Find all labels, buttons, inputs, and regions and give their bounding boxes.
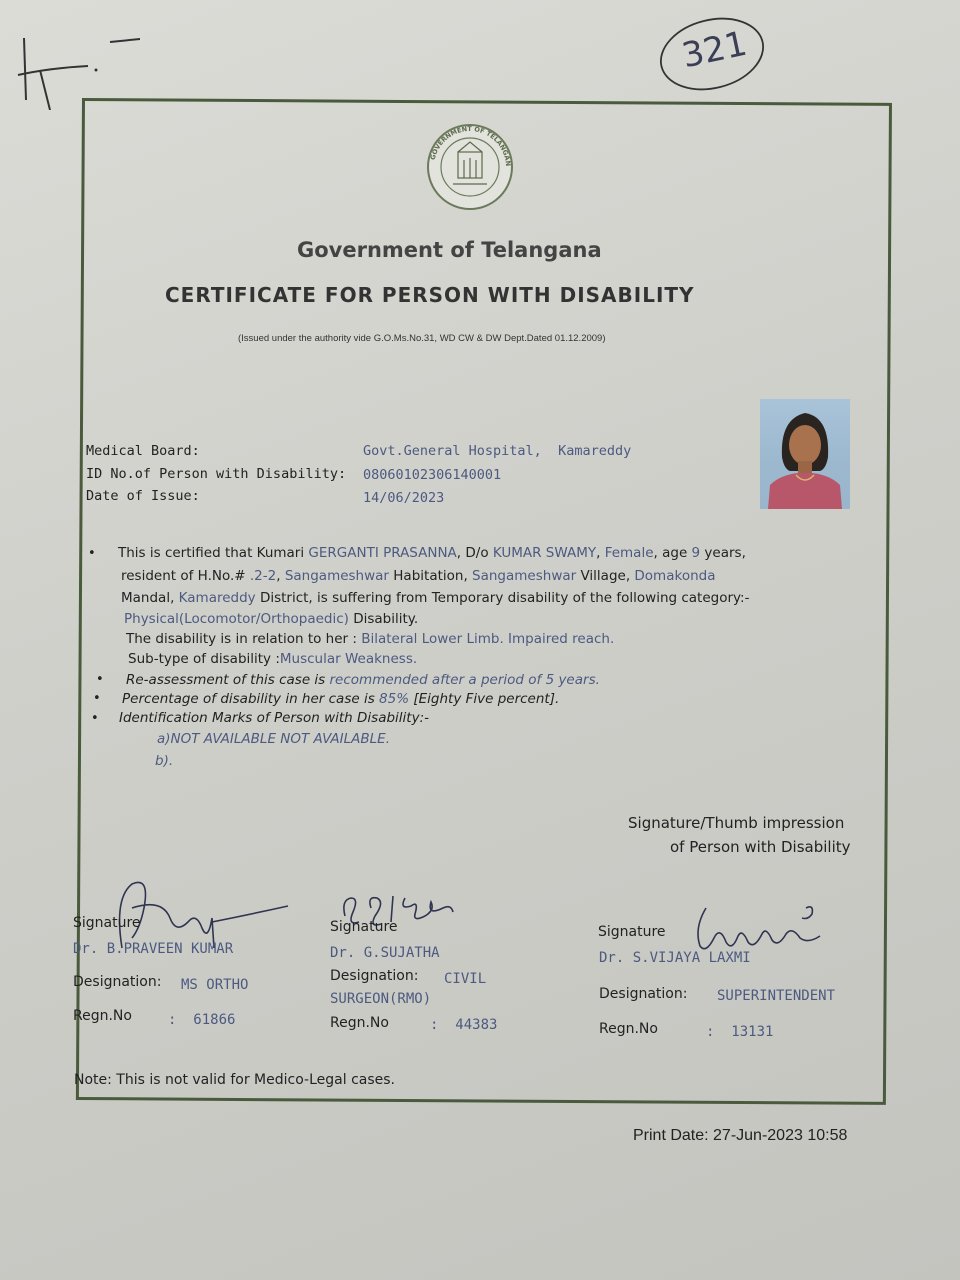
authority-note: (Issued under the authority vide G.O.Ms.No.31, WD CW & DW Dept.Dated 01.12.2009) <box>238 333 606 344</box>
thumb-impression-line-2: of Person with Disability <box>670 838 851 856</box>
signatory-1-regn-value: : 61866 <box>168 1012 236 1028</box>
handwritten-page-number: 321 <box>654 8 774 98</box>
print-date: Print Date: 27-Jun-2023 10:58 <box>633 1127 848 1144</box>
certification-line-5: The disability is in relation to her : Bilateral Lower Limb. Impaired reach. <box>126 631 615 647</box>
signature-2-label: Signature <box>330 919 398 935</box>
certification-line-4: Physical(Locomotor/Orthopaedic) Disability. <box>124 611 419 627</box>
identification-marks-heading: Identification Marks of Person with Disability:- <box>119 710 429 726</box>
svg-text:GOVERNMENT OF TELANGANA: GOVERNMENT OF TELANGAN <box>428 124 513 167</box>
id-label: ID No.of Person with Disability: <box>86 466 347 482</box>
signatory-2-designation-label: Designation: <box>330 968 419 984</box>
gender: Female <box>604 545 654 561</box>
signatory-3-regn-value: : 13131 <box>706 1024 774 1040</box>
reassessment-line: Re-assessment of this case is recommended after a period of 5 years. <box>126 672 600 688</box>
age: 9 <box>691 545 701 561</box>
disability-subtype: Muscular Weakness. <box>279 651 418 667</box>
disability-category: Physical(Locomotor/Orthopaedic) <box>124 611 349 627</box>
signatory-1-designation-label: Designation: <box>73 974 162 990</box>
certification-line-1: This is certified that Kumari GERGANTI PRASANNA, D/o KUMAR SWAMY, Female, age 9 years, <box>118 545 746 561</box>
signatory-2-designation-2: SURGEON(RMO) <box>330 991 432 1007</box>
disability-relation: Bilateral Lower Limb. Impaired reach. <box>361 631 615 647</box>
signature-1-label: Signature <box>73 915 141 931</box>
parent-name: KUMAR SWAMY <box>492 545 597 561</box>
signatory-3-regn-label: Regn.No <box>599 1021 658 1037</box>
disability-percentage: 85% <box>379 691 410 707</box>
bullet: • <box>91 711 99 726</box>
government-heading: Government of Telangana <box>297 238 602 262</box>
bullet: • <box>88 546 96 561</box>
medical-board-value: Govt.General Hospital, Kamareddy <box>363 443 632 459</box>
percentage-line: Percentage of disability in her case is 85% [Eighty Five percent]. <box>122 691 560 707</box>
date-of-issue-value: 14/06/2023 <box>363 490 445 506</box>
medico-legal-note: Note: This is not valid for Medico-Legal cases. <box>74 1072 396 1088</box>
identification-mark-b: b). <box>155 753 174 769</box>
signature-3-scribble <box>680 898 830 958</box>
signatory-3-designation-label: Designation: <box>599 986 688 1002</box>
certification-line-2: resident of H.No.# .2-2, Sangameshwar Habitation, Sangameshwar Village, Domakonda <box>121 568 716 584</box>
bullet: • <box>96 672 104 687</box>
signatory-1-name: Dr. B.PRAVEEN KUMAR <box>73 941 234 957</box>
person-name: GERGANTI PRASANNA <box>308 545 457 561</box>
certification-line-3: Mandal, Kamareddy District, is suffering from Temporary disability of the following category:- <box>121 590 750 606</box>
identification-mark-a: a)NOT AVAILABLE NOT AVAILABLE. <box>157 731 390 747</box>
signatory-2-name: Dr. G.SUJATHA <box>330 945 440 961</box>
date-of-issue-label: Date of Issue: <box>86 488 200 504</box>
signatory-2-designation-1: CIVIL <box>444 971 487 987</box>
certificate-title: CERTIFICATE FOR PERSON WITH DISABILITY <box>165 283 695 307</box>
signature-3-label: Signature <box>598 924 666 940</box>
person-photo <box>760 399 850 509</box>
signatory-3-designation: SUPERINTENDENT <box>717 988 836 1004</box>
telangana-emblem <box>425 122 515 212</box>
signatory-1-regn-label: Regn.No <box>73 1008 132 1024</box>
signatory-1-designation: MS ORTHO <box>181 977 249 993</box>
signatory-2-regn-value: : 44383 <box>430 1017 498 1033</box>
medical-board-label: Medical Board: <box>86 443 200 459</box>
signatory-2-regn-label: Regn.No <box>330 1015 389 1031</box>
certification-line-6: Sub-type of disability :Muscular Weakness. <box>128 651 418 667</box>
thumb-impression-line-1: Signature/Thumb impression <box>628 814 845 832</box>
signatory-3-name: Dr. S.VIJAYA LAXMI <box>599 950 751 966</box>
id-value: 08060102306140001 <box>363 467 502 483</box>
bullet: • <box>93 691 101 706</box>
